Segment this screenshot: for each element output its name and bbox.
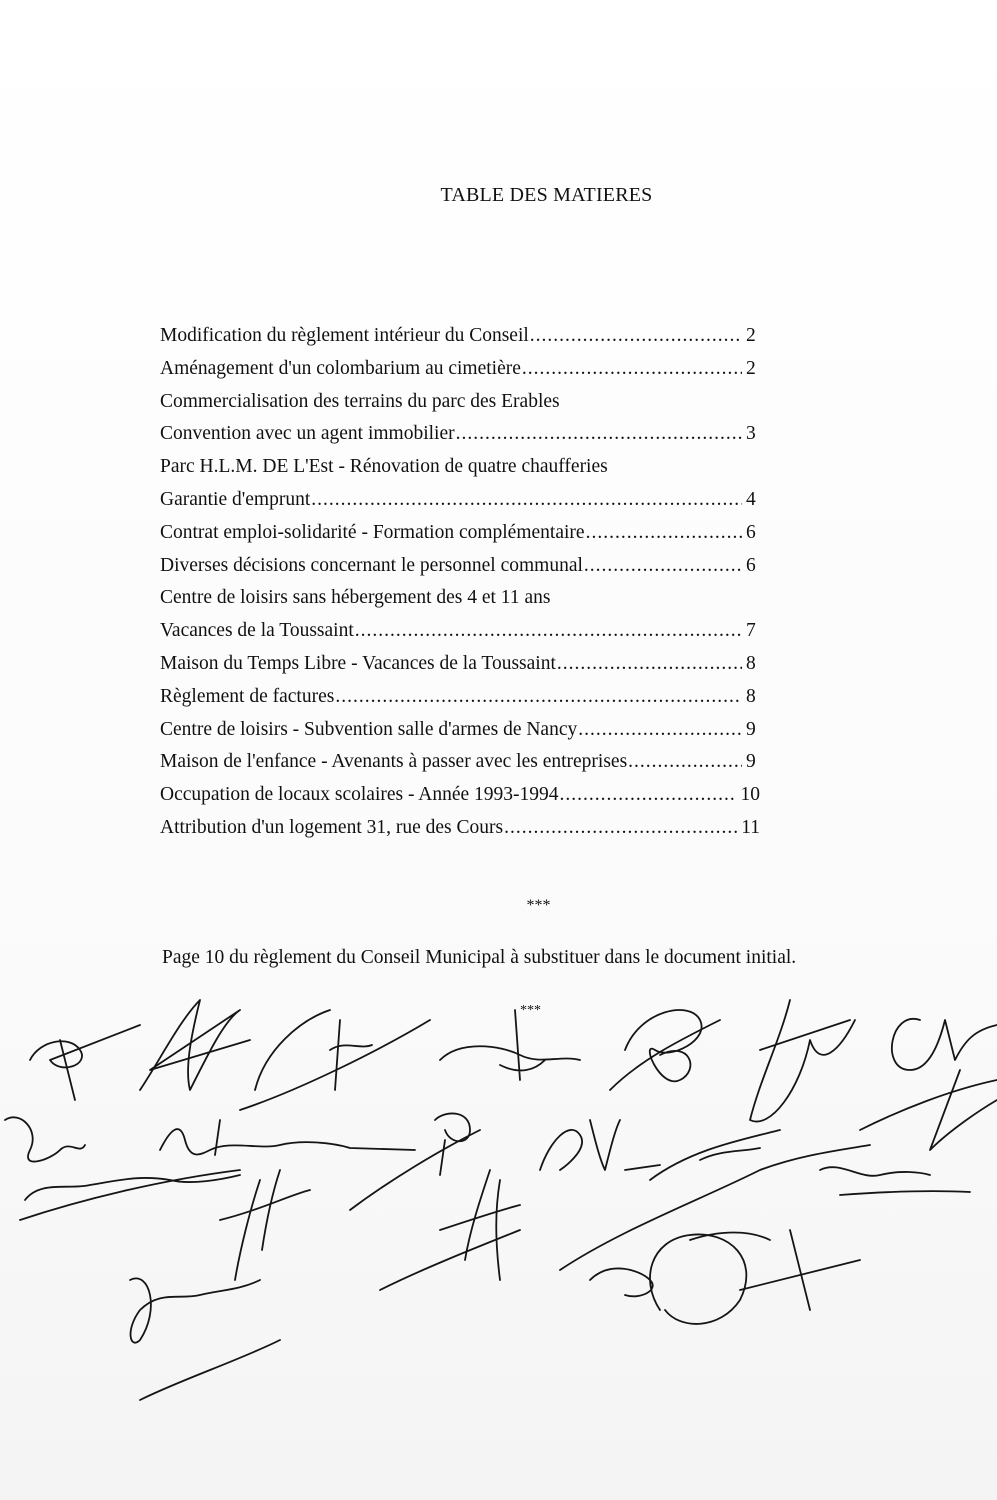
toc-leader-dots [586, 517, 742, 550]
signature-stroke [610, 1010, 720, 1090]
signature-stroke [30, 1025, 140, 1067]
signature-stroke [440, 1010, 580, 1080]
toc-leader-dots [578, 714, 742, 747]
toc-leader-dots [584, 550, 742, 583]
signature-stroke [892, 1019, 997, 1070]
toc-entry-label: Vacances de la Toussaint [160, 620, 354, 642]
signature-stroke [140, 1340, 280, 1400]
signature-stroke [140, 1000, 250, 1090]
toc-leader-dots [560, 779, 737, 812]
toc-entry-label: Attribution d'un logement 31, rue des Cours [160, 816, 504, 838]
toc-leader-dots [557, 648, 742, 681]
toc-entry-page: 10 [740, 784, 760, 806]
toc-entry-label: Maison de l'enfance - Avenants à passer avec les entreprises [160, 751, 628, 773]
toc-entry [160, 812, 760, 845]
toc-entry-label: Règlement de factures [160, 685, 335, 707]
document-title: TABLE DES MATIERES [440, 184, 653, 206]
handwritten-signatures [0, 980, 997, 1440]
toc-entry-page: 4 [746, 488, 756, 510]
signature-stroke [590, 1233, 770, 1324]
signature-stroke [380, 1170, 520, 1290]
small-separator: *** [520, 1003, 541, 1018]
signature-stroke [160, 1120, 415, 1155]
toc-entry-label: Maison du Temps Libre - Vacances de la Toussaint [160, 652, 556, 674]
signature-stroke [650, 1130, 780, 1180]
toc-entry-label: Aménagement d'un colombarium au cimetière [160, 357, 521, 379]
toc-entry-page: 3 [746, 423, 756, 445]
toc-entry [160, 484, 760, 517]
signature-stroke [60, 1040, 75, 1100]
toc-entry-page: 7 [746, 620, 756, 642]
toc-leader-dots [311, 484, 742, 517]
table-of-contents [160, 320, 760, 845]
toc-entry-page: 9 [746, 751, 756, 773]
toc-entry-page: 9 [746, 718, 756, 740]
toc-entry-label: Commercialisation des terrains du parc des Erables [160, 390, 560, 412]
toc-entry-page: 11 [741, 816, 760, 838]
signature-stroke [20, 1170, 240, 1220]
signatures-area [0, 980, 997, 1440]
signature-stroke [240, 1020, 430, 1110]
toc-leader-dots [628, 746, 742, 779]
toc-entry-page: 6 [746, 554, 756, 576]
toc-entry [160, 320, 760, 353]
toc-entry [160, 451, 760, 484]
toc-leader-dots [530, 320, 742, 353]
toc-entry [160, 615, 760, 648]
signature-stroke [860, 1070, 997, 1150]
toc-entry [160, 746, 760, 779]
toc-leader-dots [335, 681, 742, 714]
toc-leader-dots [522, 353, 742, 386]
toc-entry [160, 418, 760, 451]
toc-entry-label: Centre de loisirs - Subvention salle d'armes de Nancy [160, 718, 578, 740]
toc-leader-dots [504, 812, 737, 845]
toc-leader-dots [456, 418, 742, 451]
signature-stroke [740, 1230, 860, 1310]
toc-entry-page: 2 [746, 357, 756, 379]
toc-entry-label: Convention avec un agent immobilier [160, 423, 455, 445]
signature-stroke [540, 1120, 660, 1170]
signature-stroke [220, 1170, 310, 1280]
toc-entry [160, 386, 760, 419]
toc-entry [160, 779, 760, 812]
toc-entry [160, 517, 760, 550]
toc-entry-page: 6 [746, 521, 756, 543]
signature-stroke [820, 1167, 970, 1195]
toc-entry [160, 582, 760, 615]
section-separator: *** [526, 897, 551, 914]
toc-entry-label: Diverses décisions concernant le personnel communal [160, 554, 583, 576]
signature-stroke [25, 1175, 240, 1200]
toc-entry-label: Parc H.L.M. DE L'Est - Rénovation de quatre chaufferies [160, 456, 608, 478]
toc-entry-page: 8 [746, 685, 756, 707]
signature-stroke [750, 1000, 855, 1122]
toc-entry-label: Modification du règlement intérieur du Conseil [160, 325, 529, 346]
toc-entry-page: 8 [746, 652, 756, 674]
toc-entry [160, 681, 760, 714]
toc-entry-page: 2 [746, 325, 756, 346]
toc-leader-dots [355, 615, 742, 648]
toc-entry-label: Garantie d'emprunt [160, 488, 311, 510]
toc-entry [160, 353, 760, 386]
toc-entry-label: Centre de loisirs sans hébergement des 4 et 11 ans [160, 587, 551, 609]
toc-entry-label: Occupation de locaux scolaires - Année 1993-1994 [160, 784, 559, 806]
signature-stroke [5, 1117, 85, 1161]
signature-stroke [130, 1278, 260, 1342]
substitution-note: Page 10 du règlement du Conseil Municipal à substituer dans le document initial. [162, 947, 797, 968]
toc-entry-label: Contrat emploi-solidarité - Formation complémentaire [160, 521, 585, 543]
toc-entry [160, 714, 760, 747]
toc-entry [160, 648, 760, 681]
toc-entry [160, 550, 760, 583]
